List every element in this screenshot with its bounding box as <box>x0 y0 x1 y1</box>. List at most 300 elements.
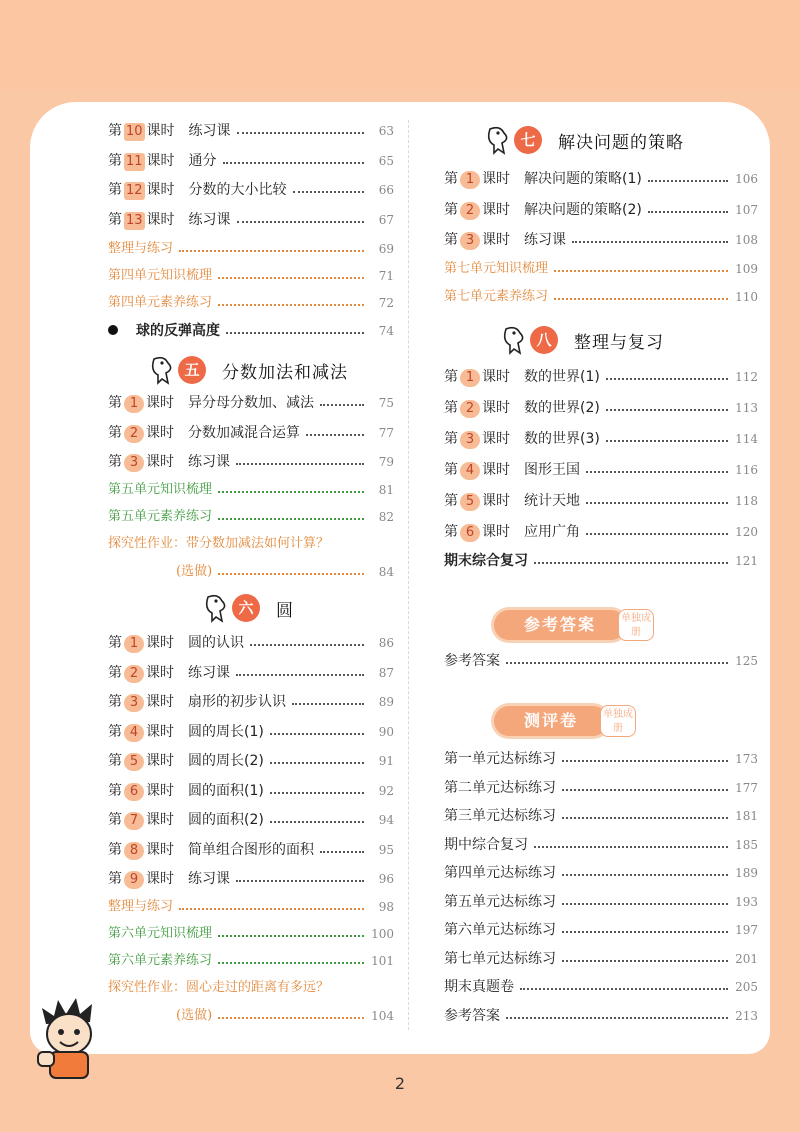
lesson-title: 数的世界(1) <box>524 369 600 385</box>
banner-label: 测评卷 <box>494 706 608 736</box>
page-ref: 118 <box>735 494 758 508</box>
lesson-number-badge: 2 <box>460 400 480 418</box>
dot-leader <box>250 644 364 646</box>
dot-leader <box>506 1017 728 1019</box>
entry-label <box>108 422 300 444</box>
lesson-prefix: 第 <box>108 424 122 441</box>
entry-label <box>444 286 548 308</box>
unit-title: 解决问题的策略 <box>558 132 684 153</box>
kid-mascot-icon <box>36 994 102 1080</box>
unit7-heading <box>484 122 684 158</box>
lesson-title: 数的世界(2) <box>524 400 600 416</box>
test-entry[interactable] <box>444 919 758 941</box>
page-ref: 84 <box>378 564 394 579</box>
page-ref: 75 <box>378 396 394 410</box>
entry-label <box>108 506 212 528</box>
page-ref: 107 <box>735 202 758 217</box>
lesson-title: 圆的面积(1) <box>188 782 264 799</box>
inquiry-title[interactable] <box>108 533 394 555</box>
dot-leader <box>218 935 364 937</box>
page-ref: 67 <box>378 212 394 227</box>
lesson-entry[interactable] <box>108 209 394 231</box>
entry-label <box>108 265 212 287</box>
lesson-suffix: 课时 <box>146 211 175 228</box>
entry-label <box>108 809 264 831</box>
section-entry[interactable] <box>108 506 394 528</box>
dino-mascot-icon <box>500 325 526 355</box>
entry-title: 参考答案 <box>444 653 500 669</box>
page-ref: 96 <box>378 872 394 886</box>
lesson-prefix: 第 <box>444 431 458 447</box>
lesson-entry[interactable] <box>108 632 394 654</box>
entry-label <box>108 479 212 501</box>
dot-leader <box>270 733 364 735</box>
page-ref: 72 <box>378 296 394 310</box>
entry-label <box>444 550 528 572</box>
lesson-prefix: 第 <box>108 812 122 828</box>
entry-label <box>444 490 580 512</box>
lesson-number-badge: 8 <box>124 842 144 860</box>
page-ref: 79 <box>378 455 394 469</box>
page-ref: 213 <box>735 1008 758 1023</box>
lesson-number-badge: 4 <box>124 724 144 742</box>
entry-label <box>444 777 556 799</box>
lesson-prefix: 第 <box>444 493 458 509</box>
lesson-entry[interactable] <box>444 168 758 190</box>
lesson-suffix: 课时 <box>146 635 174 651</box>
entry-title: 第五单元达标练习 <box>444 893 556 910</box>
dot-leader <box>572 241 728 243</box>
page-ref: 89 <box>378 695 394 709</box>
lesson-prefix: 第 <box>108 395 122 411</box>
entry-label <box>444 948 556 970</box>
dot-leader <box>236 463 364 465</box>
lesson-entry[interactable] <box>444 490 758 512</box>
test-entry[interactable] <box>444 862 758 884</box>
dot-leader <box>554 298 728 300</box>
lesson-number-badge: 5 <box>460 493 480 511</box>
lesson-title: 练习课 <box>188 454 230 470</box>
lesson-number-badge: 10 <box>126 124 143 139</box>
lesson-title: 圆的认识 <box>188 635 244 651</box>
page-ref: 77 <box>378 425 394 440</box>
lesson-entry[interactable] <box>108 662 394 684</box>
lesson-title: 通分 <box>188 152 217 169</box>
dot-leader <box>226 332 364 334</box>
page-ref: 121 <box>735 554 758 568</box>
entry-label <box>444 521 580 543</box>
lesson-prefix: 第 <box>444 171 458 187</box>
dot-leader <box>270 792 364 794</box>
page-number: 2 <box>394 1074 406 1093</box>
dot-leader <box>606 409 728 411</box>
lesson-suffix: 课时 <box>482 400 510 416</box>
test-entry[interactable] <box>444 777 758 799</box>
unit-title: 圆 <box>276 600 294 621</box>
page-ref: 95 <box>378 842 394 857</box>
entry-label <box>444 366 600 388</box>
lesson-prefix: 第 <box>108 782 122 799</box>
lesson-entry[interactable] <box>108 868 394 890</box>
entry-label <box>108 750 264 772</box>
dot-leader <box>218 491 364 493</box>
entry-title: 第五单元知识梳理 <box>108 481 213 497</box>
entry-title: 第五单元素养练习 <box>108 508 213 524</box>
lesson-entry[interactable] <box>108 120 394 142</box>
dot-leader <box>236 674 364 676</box>
dot-leader <box>534 562 728 564</box>
lesson-number-badge: 3 <box>460 431 480 449</box>
lesson-entry[interactable] <box>108 809 394 831</box>
lesson-suffix: 课时 <box>146 424 174 441</box>
entry-title: 期末综合复习 <box>444 553 528 569</box>
entry-label <box>444 258 548 280</box>
dot-leader <box>562 789 728 791</box>
page-ref: 106 <box>735 172 758 186</box>
page-ref: 87 <box>378 665 394 680</box>
unit-title: 整理与复习 <box>574 332 664 353</box>
lesson-suffix: 课时 <box>146 841 174 858</box>
entry-title: 整理与练习 <box>108 241 174 256</box>
entry-label <box>108 662 230 684</box>
lesson-suffix: 课时 <box>482 201 510 218</box>
unit-number-badge: 六 <box>232 594 260 622</box>
entry-label <box>108 839 314 861</box>
dot-leader <box>236 880 364 882</box>
section-entry[interactable] <box>108 923 394 945</box>
lesson-suffix: 课时 <box>146 454 174 470</box>
test-entry[interactable] <box>444 976 758 998</box>
lesson-number-badge: 6 <box>124 783 144 801</box>
entry-title: 期末真题卷 <box>444 979 514 995</box>
entry-title: (选做) <box>176 563 213 579</box>
page-ref: 104 <box>371 1008 394 1023</box>
entry-label <box>108 950 212 972</box>
entry-title: 第四单元知识梳理 <box>108 268 213 283</box>
page-ref: 113 <box>735 401 758 415</box>
section-entry[interactable] <box>444 258 758 280</box>
dino-mascot-icon <box>202 593 228 623</box>
unit-number-badge: 七 <box>514 126 542 154</box>
entry-label <box>444 748 556 770</box>
entry-label <box>444 834 528 856</box>
lesson-suffix: 课时 <box>146 753 174 769</box>
unit-number-badge: 五 <box>178 356 206 384</box>
lesson-number-badge: 9 <box>124 871 144 889</box>
entry-title: 第七单元素养练习 <box>444 288 549 304</box>
lesson-title: 分数加减混合运算 <box>188 424 300 441</box>
dot-leader <box>293 191 364 193</box>
entry-title: 探究性作业：带分数加减法如何计算？ <box>108 535 330 551</box>
entry-title: 整理与练习 <box>108 898 174 914</box>
lesson-suffix: 课时 <box>146 782 174 799</box>
section-entry[interactable] <box>108 479 394 501</box>
dot-leader <box>648 180 728 182</box>
lesson-suffix: 课时 <box>146 812 174 828</box>
dot-leader <box>320 404 364 406</box>
page-ref: 120 <box>735 525 758 539</box>
dot-leader <box>562 817 728 819</box>
lesson-entry[interactable] <box>444 459 758 481</box>
entry-title: 第七单元知识梳理 <box>444 260 549 276</box>
inquiry-entry[interactable] <box>108 1005 394 1027</box>
section-entry[interactable] <box>444 286 758 308</box>
lesson-prefix: 第 <box>108 635 122 651</box>
entry-label <box>444 650 500 672</box>
lesson-number-badge: 7 <box>124 812 144 830</box>
lesson-suffix: 课时 <box>482 493 510 509</box>
page-ref: 110 <box>735 289 758 304</box>
dot-leader <box>562 931 728 933</box>
lesson-number-badge: 5 <box>124 753 144 771</box>
lesson-title: 解决问题的策略(2) <box>524 201 642 218</box>
bullet-icon <box>108 325 118 335</box>
lesson-suffix: 课时 <box>146 123 175 139</box>
unit5-heading <box>148 352 348 388</box>
entry-title: 第六单元素养练习 <box>108 952 213 968</box>
lesson-number-badge: 2 <box>460 202 480 220</box>
lesson-entry[interactable] <box>108 150 394 172</box>
test-entry[interactable] <box>444 834 758 856</box>
lesson-entry[interactable] <box>444 521 758 543</box>
page-ref: 193 <box>735 894 758 909</box>
page-ref: 108 <box>735 233 758 247</box>
lesson-number-badge: 2 <box>124 425 144 443</box>
dot-leader <box>320 851 364 853</box>
test-entry[interactable] <box>444 805 758 827</box>
entry-label <box>108 179 287 201</box>
section-entry[interactable] <box>108 950 394 972</box>
lesson-suffix: 课时 <box>482 431 510 447</box>
page-ref: 181 <box>735 809 758 823</box>
page-ref: 109 <box>735 261 758 276</box>
lesson-number-badge: 1 <box>124 635 144 653</box>
page-ref: 92 <box>378 783 394 798</box>
lesson-entry[interactable] <box>444 229 758 251</box>
dot-leader <box>270 821 364 823</box>
lesson-entry[interactable] <box>108 179 394 201</box>
dot-leader <box>534 846 728 848</box>
page-ref: 185 <box>735 837 758 852</box>
entry-label <box>108 1005 212 1027</box>
inquiry-title[interactable] <box>108 977 394 999</box>
lesson-entry[interactable] <box>444 199 758 221</box>
page-ref: 66 <box>378 183 394 197</box>
lesson-prefix: 第 <box>108 211 122 228</box>
page-ref: 90 <box>378 724 394 739</box>
lesson-number-badge: 4 <box>460 462 480 480</box>
dot-leader <box>586 471 728 473</box>
lesson-entry[interactable] <box>444 366 758 388</box>
lesson-entry[interactable] <box>108 780 394 802</box>
column-divider <box>408 120 409 1030</box>
entry-label <box>108 561 212 583</box>
toc-sheet <box>30 102 770 1054</box>
test-entry[interactable] <box>444 948 758 970</box>
dot-leader <box>554 270 728 272</box>
lesson-title: 练习课 <box>188 123 231 139</box>
lesson-title: 解决问题的策略(1) <box>524 171 642 187</box>
entry-label <box>108 632 244 654</box>
entry-label <box>444 805 556 827</box>
dot-leader <box>562 760 728 762</box>
lesson-entry[interactable] <box>108 451 394 473</box>
unit-number-badge: 八 <box>530 326 558 354</box>
lesson-number-badge: 2 <box>124 665 144 683</box>
lesson-entry[interactable] <box>444 397 758 419</box>
dot-leader <box>506 662 728 664</box>
unit8-heading <box>500 322 664 358</box>
final-review-entry[interactable] <box>444 550 758 572</box>
lesson-entry[interactable] <box>108 392 394 414</box>
entry-title: 第一单元达标练习 <box>444 751 556 767</box>
test-entry[interactable] <box>444 891 758 913</box>
page-ref: 116 <box>735 463 758 477</box>
lesson-number-badge: 11 <box>126 153 143 169</box>
lesson-title: 数的世界(3) <box>524 431 600 447</box>
lesson-suffix: 课时 <box>146 152 175 169</box>
lesson-suffix: 课时 <box>482 369 510 385</box>
page-ref: 101 <box>371 953 394 968</box>
lesson-entry[interactable] <box>108 750 394 772</box>
lesson-suffix: 课时 <box>146 694 174 710</box>
page-ref: 71 <box>378 269 394 283</box>
lesson-prefix: 第 <box>108 723 122 740</box>
dot-leader <box>218 962 364 964</box>
unit6-heading <box>202 590 294 626</box>
lesson-prefix: 第 <box>444 400 458 416</box>
lesson-number-badge: 12 <box>126 183 143 198</box>
top-band <box>0 0 800 90</box>
dot-leader <box>218 573 364 575</box>
entry-label <box>108 238 173 260</box>
lesson-entry[interactable] <box>108 691 394 713</box>
lesson-number-badge: 6 <box>460 524 480 542</box>
page-ref: 177 <box>735 780 758 795</box>
entry-label <box>444 891 556 913</box>
lesson-number-badge: 1 <box>124 395 144 413</box>
dot-leader <box>218 518 364 520</box>
answers-banner <box>494 608 654 642</box>
unit-title: 分数加法和减法 <box>222 362 348 383</box>
lesson-title: 应用广角 <box>524 524 580 540</box>
lesson-title: 异分母分数加、减法 <box>188 395 314 411</box>
test-entry[interactable] <box>444 748 758 770</box>
entry-title: 第二单元达标练习 <box>444 779 556 796</box>
section-entry[interactable] <box>108 265 394 287</box>
inquiry-entry[interactable] <box>108 561 394 583</box>
dot-leader <box>218 1017 364 1019</box>
page-ref: 98 <box>378 899 394 914</box>
dot-leader <box>306 434 364 436</box>
lesson-title: 练习课 <box>524 232 566 248</box>
lesson-prefix: 第 <box>108 182 122 198</box>
entry-title: 第四单元达标练习 <box>444 865 556 881</box>
dot-leader <box>586 502 728 504</box>
lesson-title: 统计天地 <box>524 493 580 509</box>
page-ref: 94 <box>378 813 394 827</box>
entry-label <box>108 392 314 414</box>
lesson-suffix: 课时 <box>146 723 174 740</box>
lesson-title: 扇形的初步认识 <box>188 694 286 710</box>
lesson-entry[interactable] <box>108 839 394 861</box>
tests-banner <box>494 704 636 738</box>
dot-leader <box>520 988 728 990</box>
lesson-prefix: 第 <box>444 462 458 478</box>
lesson-suffix: 课时 <box>482 524 510 540</box>
entry-label <box>444 229 566 251</box>
lesson-prefix: 第 <box>108 871 122 887</box>
section-entry[interactable] <box>108 292 394 314</box>
lesson-prefix: 第 <box>108 694 122 710</box>
page-ref: 86 <box>378 636 394 650</box>
entry-label <box>444 397 600 419</box>
lesson-title: 分数的大小比较 <box>188 182 287 198</box>
entry-label <box>444 168 642 190</box>
entry-title: 第七单元达标练习 <box>444 950 556 967</box>
entry-title: 探究性作业：圆心走过的距离有多远？ <box>108 979 330 995</box>
dot-leader <box>218 304 364 306</box>
dot-leader <box>562 874 728 876</box>
entry-label <box>108 320 220 342</box>
entry-label <box>108 150 217 172</box>
entry-label <box>108 691 286 713</box>
lesson-number-badge: 13 <box>126 212 143 228</box>
page-ref: 197 <box>735 923 758 937</box>
lesson-prefix: 第 <box>108 123 122 139</box>
entry-label <box>108 923 212 945</box>
separate-volume-tag: 单独成册 <box>618 609 654 641</box>
dot-leader <box>218 277 364 279</box>
page-ref: 201 <box>735 951 758 966</box>
section-entry[interactable] <box>108 896 394 918</box>
entry-label <box>108 292 212 314</box>
page-ref: 189 <box>735 866 758 880</box>
page-ref: 205 <box>735 980 758 994</box>
entry-label <box>108 868 230 890</box>
entry-title: 期中综合复习 <box>444 836 528 853</box>
page-ref: 112 <box>735 370 758 384</box>
lesson-prefix: 第 <box>108 753 122 769</box>
section-entry[interactable] <box>108 238 394 260</box>
lesson-prefix: 第 <box>444 524 458 540</box>
page-ref: 91 <box>378 754 394 768</box>
lesson-suffix: 课时 <box>482 232 510 248</box>
page-ref: 114 <box>735 432 758 446</box>
entry-label <box>108 451 230 473</box>
entry-title: (选做) <box>176 1007 213 1023</box>
lesson-title: 简单组合图形的面积 <box>188 841 314 858</box>
dot-leader <box>237 132 364 134</box>
lesson-entry[interactable] <box>108 721 394 743</box>
lesson-entry[interactable] <box>444 428 758 450</box>
activity-entry[interactable] <box>108 320 394 342</box>
lesson-number-badge: 3 <box>460 232 480 250</box>
lesson-entry[interactable] <box>108 422 394 444</box>
entry-title: 第四单元素养练习 <box>108 295 213 310</box>
dot-leader <box>606 440 728 442</box>
answers-entry[interactable] <box>444 650 758 672</box>
page-ref: 173 <box>735 752 758 766</box>
page-ref: 100 <box>371 926 394 941</box>
entry-label <box>444 199 642 221</box>
lesson-prefix: 第 <box>444 369 458 385</box>
lesson-prefix: 第 <box>108 454 122 470</box>
entry-label <box>444 428 600 450</box>
separate-volume-tag: 单独成册 <box>600 705 636 737</box>
dot-leader <box>270 762 364 764</box>
test-entry[interactable] <box>444 1005 758 1027</box>
